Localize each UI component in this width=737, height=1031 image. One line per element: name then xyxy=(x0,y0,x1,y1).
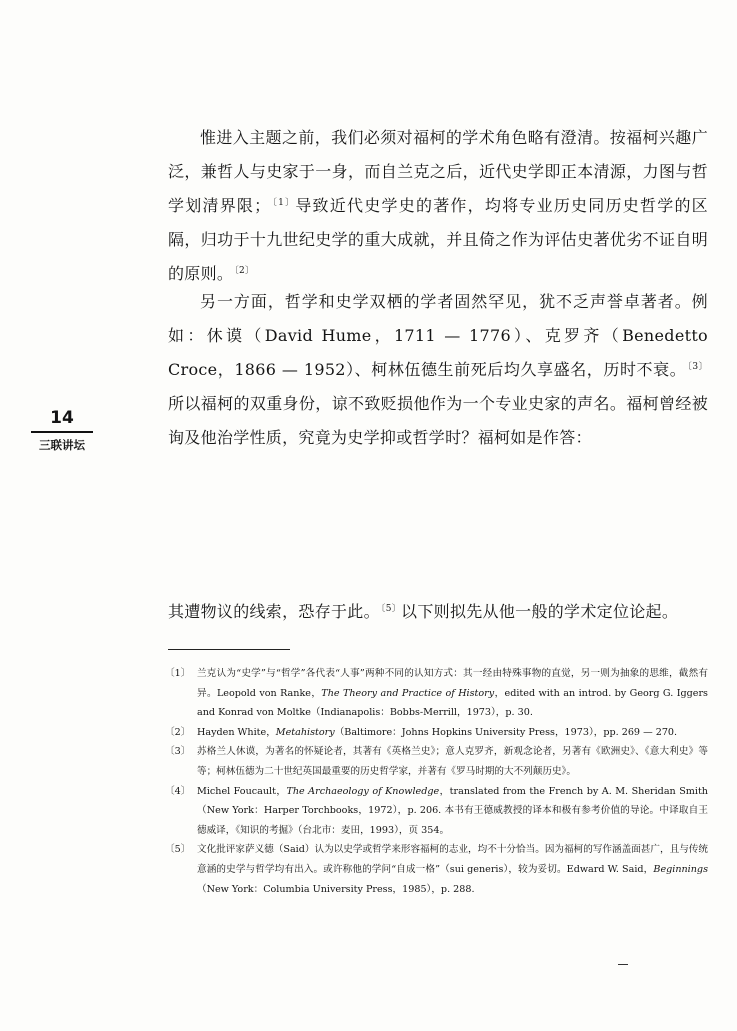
footnote-label: 〔1〕 xyxy=(165,668,191,679)
footnote-text xyxy=(197,742,708,781)
footnote-title: Metahistory xyxy=(275,726,335,738)
footnote-text-part: （Baltimore：Johns Hopkins University Press，1973），pp. 269 — 270. xyxy=(334,726,678,738)
footnote-divider xyxy=(168,649,290,650)
page-number: 14 xyxy=(31,408,93,433)
footnote-text xyxy=(197,840,708,899)
footnote-3 xyxy=(165,742,708,781)
footnote-ref-2: 〔2〕 xyxy=(234,266,255,276)
footnote-text-part: ，translated from the French by A. M. Sheridan Smith（New York：Harper Torchbooks，1972），p. 206. 本书有王德威教授的译本和极有参考价值的导论。中译取自王德威译，《知识的考掘》（台北市：麦田，1993），页 354。 xyxy=(197,785,708,836)
paragraph-text: 另一方面，哲学和史学双栖的学者固然罕见，犹不乏声誉卓著者。例如：休谟（David Hume，1711 — 1776）、克罗齐（Benedetto Croce，1866 — 1952）、柯林伍德生前死后均久享盛名，历时不衰。 xyxy=(168,292,708,379)
footnote-ref-1: 〔1〕 xyxy=(271,198,296,208)
page-margin-label xyxy=(31,408,93,453)
series-name: 三联讲坛 xyxy=(39,438,85,452)
footnote-text-part: Michel Foucault， xyxy=(197,785,287,797)
footnote-text xyxy=(197,782,708,841)
paragraph-text: 导致近代史学史的著作，均将专业历史同历史哲学的区隔，归功于十九世纪史学的重大成就，并且倚之作为评估史著优劣不证自明的原则。 xyxy=(168,196,708,283)
footnote-text-part: 兰克认为“史学”与“哲学”各代表“人事”两种不同的认知方式：其一经由特殊事物的直觉，另一则为抽象的思维，截然有异。Leopold von Ranke， xyxy=(197,668,708,699)
footnote-4 xyxy=(165,782,708,841)
footnote-title: The Archaeology of Knowledge xyxy=(286,785,440,797)
footnote-5 xyxy=(165,840,708,899)
footnote-title: The Theory and Practice of History xyxy=(321,687,495,699)
footnote-text-part: （New York：Columbia University Press，1985），p. 288. xyxy=(197,883,475,895)
footnotes xyxy=(165,664,708,899)
footnote-text xyxy=(197,664,708,723)
footnote-ref-3: 〔3〕 xyxy=(687,362,708,372)
footnote-1 xyxy=(165,664,708,723)
paragraph-text: 其遭物议的线索，恐存于此。 xyxy=(168,602,380,621)
footnote-2 xyxy=(165,723,708,743)
footnote-text-part: 苏格兰人休谟，为著名的怀疑论者，其著有《英格兰史》；意人克罗齐，新观念论者，另著有《欧洲史》、《意大利史》等等；柯林伍德为二十世纪英国最重要的历史哲学家，并著有《罗马时期的大不列颠历史》。 xyxy=(197,746,708,777)
footnote-label: 〔2〕 xyxy=(165,726,191,738)
footnote-text-part: 文化批评家萨义德（Said）认为以史学或哲学来形容福柯的志业，均不十分恰当。因为福柯的写作涵盖面甚广，且与传统意涵的史学与哲学均有出入。或许称他的学问“自成一格”（sui generis），较为妥切。Edward W. Said， xyxy=(197,844,708,875)
body-paragraph-1 xyxy=(168,121,708,291)
footnote-label: 〔4〕 xyxy=(165,785,191,797)
body-paragraph-2 xyxy=(168,285,708,455)
footnote-label: 〔5〕 xyxy=(165,844,191,856)
paragraph-text: 所以福柯的双重身份，谅不致贬损他作为一个专业史家的声名。福柯曾经被询及他治学性质，究竟为史学抑或哲学时？福柯如是作答： xyxy=(168,394,708,447)
footnote-text-part: ，edited with an introd. by Georg G. Iggers and Konrad von Moltke（Indianapolis：Bobbs-Merrill，1973），p. 30. xyxy=(197,687,708,719)
block-quote xyxy=(205,473,708,507)
footnote-label: 〔3〕 xyxy=(165,746,191,758)
footnote-text-part: Hayden White， xyxy=(197,726,276,738)
paragraph-text: 惟进入主题之前，我们必须对福柯的学术角色略有澄清。按福柯兴趣广泛，兼哲人与史家于一身，而自兰克之后，近代史学即正本清源，力图与哲学划清界限； xyxy=(168,128,708,215)
footnote-title: Beginnings xyxy=(653,863,708,875)
paragraph-text: 以下则拟先从他一般的学术定位论起。 xyxy=(401,602,679,621)
footnote-text xyxy=(197,723,708,743)
scan-mark xyxy=(618,964,628,965)
body-paragraph-3 xyxy=(168,595,708,629)
footnote-ref-5: 〔5〕 xyxy=(380,604,402,614)
